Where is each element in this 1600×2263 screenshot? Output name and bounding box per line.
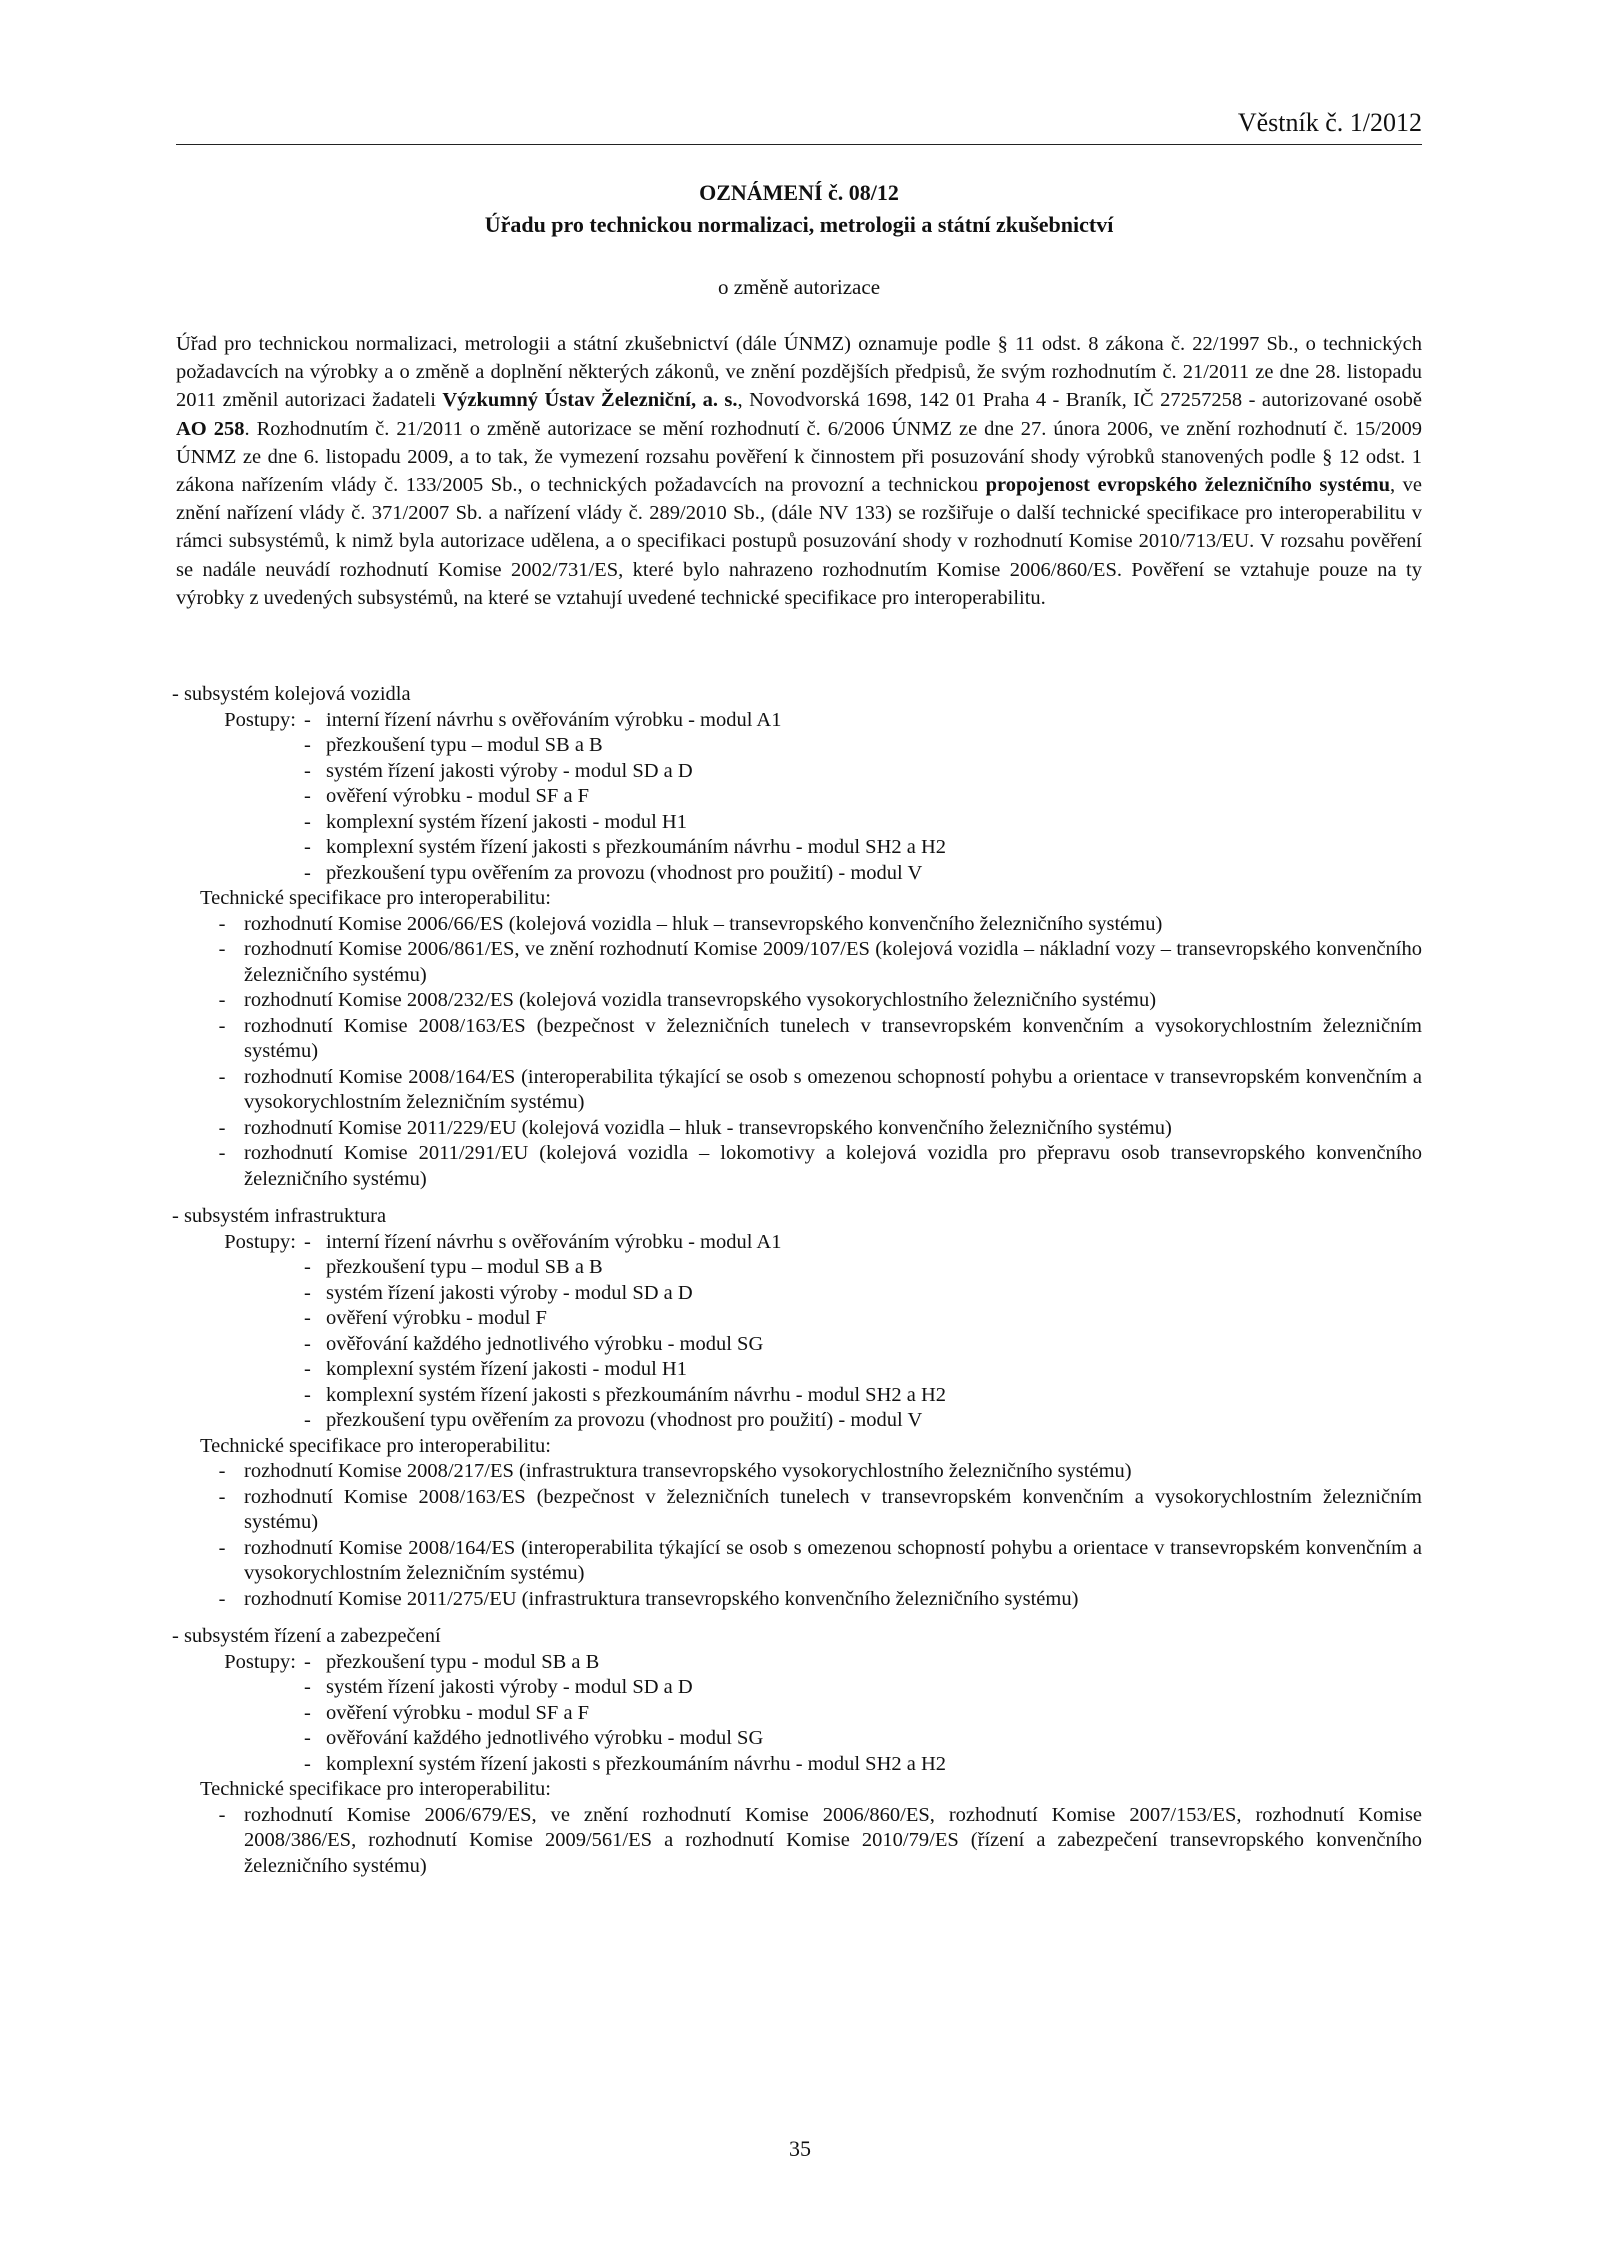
procedure-indent: [170, 1332, 304, 1358]
procedure-item: [170, 1357, 1422, 1383]
procedure-text: komplexní systém řízení jakosti - modul H1: [326, 1358, 687, 1380]
procedure-text: interní řízení návrhu s ověřováním výrobku - modul A1: [326, 708, 782, 731]
procedure-text: přezkoušení typu - modul SB a B: [326, 1650, 600, 1673]
list-dash: -: [304, 759, 311, 782]
spec-text: rozhodnutí Komise 2008/163/ES (bezpečnost v železničních tunelech v transevropském konvenčním a vysokorychlostním železničním systému): [244, 1014, 1422, 1062]
list-dash: -: [218, 1014, 226, 1037]
intro-text-1: Úřad pro technickou normalizaci, metrologii a státní zkušebnictví (dále ÚNMZ) oznamuje podle § 11 odst. 8 zákona č. 22/1997 Sb., o technických požadavcích na výrobky a o změně a doplnění některých zákonů, ve znění pozdějších předpisů, že svým rozhodnutím č. 21/2011 ze dne 28. listopadu 2011 změnil autorizaci žadateli: [176, 333, 1422, 412]
list-dash: -: [304, 1727, 311, 1749]
procedure-item: [170, 733, 1422, 759]
procedure-item: [170, 1281, 1422, 1307]
procedure-indent: [170, 1281, 304, 1307]
list-dash: -: [304, 1383, 311, 1406]
list-dash: -: [304, 1752, 311, 1775]
procedure-item: [170, 1650, 1422, 1676]
procedure-text: ověřování každého jednotlivého výrobku - modul SG: [326, 1332, 764, 1355]
procedure-text: interní řízení návrhu s ověřováním výrobku - modul A1: [326, 1230, 782, 1253]
list-dash: -: [304, 1230, 311, 1253]
list-dash: -: [218, 1116, 226, 1139]
subsystem-title: - subsystém kolejová vozidla: [172, 683, 411, 705]
procedure-text: přezkoušení typu – modul SB a B: [326, 1256, 603, 1278]
spec-list: [170, 1459, 1422, 1612]
notice-title: OZNÁMENÍ č. 08/12: [699, 180, 899, 205]
procedure-text: ověření výrobku - modul SF a F: [326, 1701, 590, 1724]
railway-system-emphasis: propojenost evropského železničního systému: [985, 474, 1391, 497]
spec-item: [170, 1141, 1422, 1192]
list-dash: -: [304, 1256, 311, 1278]
subsystem-title: - subsystém infrastruktura: [172, 1205, 387, 1227]
procedure-indent: [170, 861, 304, 887]
spec-list: [170, 912, 1422, 1193]
spec-text: rozhodnutí Komise 2011/229/EU (kolejová vozidla – hluk - transevropského konvenčního železničního systému): [244, 1116, 1172, 1139]
procedure-item: [170, 861, 1422, 887]
list-dash: -: [304, 1701, 311, 1724]
procedure-indent: [170, 1752, 304, 1778]
spec-list: [170, 1803, 1422, 1880]
subsystem-sections: [170, 682, 1422, 1891]
authorized-body-code: AO 258: [176, 417, 245, 440]
procedure-text: přezkoušení typu ověřením za provozu (vhodnost pro použití) - modul V: [326, 861, 923, 884]
list-dash: -: [304, 1281, 311, 1304]
intro-text-2: , Novodvorská 1698, 142 01 Praha 4 - Braník, IČ 27257258 - autorizované osobě: [737, 389, 1422, 412]
subsystem-title: - subsystém řízení a zabezpečení: [172, 1625, 441, 1647]
list-dash: -: [304, 810, 311, 833]
procedure-indent: [170, 810, 304, 836]
list-dash: -: [304, 1650, 311, 1673]
list-dash: -: [304, 1358, 311, 1380]
procedure-item: [170, 835, 1422, 861]
list-dash: -: [218, 1587, 226, 1610]
spec-text: rozhodnutí Komise 2006/861/ES, ve znění rozhodnutí Komise 2009/107/ES (kolejová vozidla – nákladní vozy – transevropského konvenčního železničního systému): [244, 938, 1422, 986]
list-dash: -: [218, 1536, 226, 1559]
procedure-text: komplexní systém řízení jakosti s přezkoumáním návrhu - modul SH2 a H2: [326, 1383, 947, 1406]
list-dash: -: [218, 1803, 226, 1826]
spec-text: rozhodnutí Komise 2008/164/ES (interoperabilita týkající se osob s omezenou schopností pohybu a orientace v transevropském konvenčním a vysokorychlostním železničním systému): [244, 1065, 1422, 1113]
list-dash: -: [218, 1485, 226, 1508]
issuer-name: Úřadu pro technickou normalizaci, metrologii a státní zkušebnictví: [484, 212, 1114, 237]
procedures-label: Postupy:: [224, 1650, 296, 1673]
list-dash: -: [304, 1307, 311, 1329]
list-dash: -: [304, 836, 311, 858]
procedure-indent: [170, 759, 304, 785]
procedure-item: [170, 1752, 1422, 1778]
procedure-item: [170, 1306, 1422, 1332]
spec-item: [170, 1803, 1422, 1880]
procedure-text: přezkoušení typu ověřením za provozu (vhodnost pro použití) - modul V: [326, 1409, 923, 1431]
spec-item: [170, 912, 1422, 938]
procedure-text: přezkoušení typu – modul SB a B: [326, 734, 603, 756]
procedure-list: [170, 1650, 1422, 1778]
subsystem-section: [170, 1204, 1422, 1612]
procedures-label: Postupy:: [224, 708, 296, 731]
subsystem-section: [170, 682, 1422, 1192]
procedures-label: Postupy:: [224, 1230, 296, 1253]
page-number: 35: [789, 2136, 811, 2161]
spec-text: rozhodnutí Komise 2006/679/ES, ve znění rozhodnutí Komise 2006/860/ES, rozhodnutí Komise 2007/153/ES, rozhodnutí Komise 2008/386/ES, rozhodnutí Komise 2009/561/ES a rozhodnutí Komise 2010/79/ES (řízení a zabezpečení transevropského konvenčního železničního systému): [244, 1803, 1422, 1877]
procedure-item: [170, 1701, 1422, 1727]
spec-item: [170, 1459, 1422, 1485]
spec-item: [170, 1065, 1422, 1116]
procedure-list: [170, 708, 1422, 887]
procedure-indent: [170, 1675, 304, 1701]
page-header: [176, 106, 1422, 145]
list-dash: -: [304, 1409, 311, 1431]
procedure-item: [170, 810, 1422, 836]
procedure-indent: [170, 1726, 304, 1752]
procedure-item: [170, 1383, 1422, 1409]
spec-text: rozhodnutí Komise 2006/66/ES (kolejová vozidla – hluk – transevropského konvenčního železničního systému): [244, 912, 1163, 935]
procedure-indent: [170, 1383, 304, 1409]
spec-text: rozhodnutí Komise 2011/291/EU (kolejová vozidla – lokomotivy a kolejová vozidla pro přepravu osob transevropského konvenčního železničního systému): [244, 1142, 1422, 1190]
spec-item: [170, 1587, 1422, 1613]
procedure-item: [170, 784, 1422, 810]
procedure-text: systém řízení jakosti výroby - modul SD a D: [326, 759, 693, 782]
list-dash: -: [218, 1065, 226, 1088]
intro-paragraph: [176, 330, 1422, 612]
procedure-indent: [170, 1357, 304, 1383]
procedure-item: [170, 759, 1422, 785]
procedure-indent: [170, 1701, 304, 1727]
list-dash: -: [218, 912, 226, 935]
subsystem-section: [170, 1624, 1422, 1879]
list-dash: -: [304, 785, 311, 807]
intro-text-4: , ve znění nařízení vlády č. 371/2007 Sb. a nařízení vlády č. 289/2010 Sb., (dále NV 133) se rozšiřuje o další technické specifikace pro interoperabilitu v rámci subsystémů, k nimž byla autorizace udělena, a o specifikaci postupů posuzování shody v rozhodnutí Komise 2010/713/EU. V rozsahu pověření se nadále neuvádí rozhodnutí Komise 2002/731/ES, které bylo nahrazeno rozhodnutím Komise 2006/860/ES. Pověření se vztahuje pouze na ty výrobky z uvedených subsystémů, na které se vztahují uvedené technické specifikace pro interoperabilitu.: [176, 474, 1422, 609]
list-dash: -: [218, 938, 226, 960]
spec-text: rozhodnutí Komise 2008/232/ES (kolejová vozidla transevropského vysokorychlostního železničního systému): [244, 989, 1157, 1011]
list-dash: -: [304, 1332, 311, 1355]
procedure-indent: [170, 1306, 304, 1332]
procedure-list: [170, 1230, 1422, 1434]
list-dash: -: [304, 861, 311, 884]
spec-heading: Technické specifikace pro interoperabilitu:: [200, 887, 551, 909]
procedure-indent: [170, 1408, 304, 1434]
spec-item: [170, 988, 1422, 1014]
spec-item: [170, 1116, 1422, 1142]
procedure-text: komplexní systém řízení jakosti - modul H1: [326, 810, 687, 833]
list-dash: -: [304, 734, 311, 756]
spec-text: rozhodnutí Komise 2011/275/EU (infrastruktura transevropského konvenčního železničního systému): [244, 1587, 1079, 1610]
procedure-text: ověření výrobku - modul SF a F: [326, 785, 590, 807]
procedure-indent: [170, 835, 304, 861]
list-dash: -: [304, 1676, 311, 1698]
spec-item: [170, 1536, 1422, 1587]
procedure-text: systém řízení jakosti výroby - modul SD a D: [326, 1676, 693, 1698]
procedure-item: [170, 1332, 1422, 1358]
procedure-item: [170, 1230, 1422, 1256]
procedure-item: [170, 1726, 1422, 1752]
procedure-item: [170, 708, 1422, 734]
spec-text: rozhodnutí Komise 2008/164/ES (interoperabilita týkající se osob s omezenou schopností pohybu a orientace v transevropském konvenčním a vysokorychlostním železničním systému): [244, 1536, 1422, 1584]
spec-heading: Technické specifikace pro interoperabilitu:: [200, 1434, 551, 1457]
procedure-text: systém řízení jakosti výroby - modul SD a D: [326, 1281, 693, 1304]
spec-text: rozhodnutí Komise 2008/217/ES (infrastruktura transevropského vysokorychlostního železničního systému): [244, 1460, 1132, 1482]
procedure-indent: [170, 1255, 304, 1281]
spec-heading: Technické specifikace pro interoperabilitu:: [200, 1778, 551, 1800]
procedure-text: ověřování každého jednotlivého výrobku - modul SG: [326, 1727, 764, 1749]
intro-text-3: . Rozhodnutím č. 21/2011 o změně autorizace se mění rozhodnutí č. 6/2006 ÚNMZ ze dne 27. února 2006, ve znění rozhodnutí č. 15/2009 ÚNMZ ze dne 6. listopadu 2009, a to tak, že vymezení rozsahu pověření k činnostem při posuzování shody výrobků stanovených podle § 12 odst. 1 zákona nařízením vlády č. 133/2005 Sb., o technických požadavcích na provozní a technickou: [176, 417, 1422, 497]
list-dash: -: [218, 989, 226, 1011]
procedure-item: [170, 1408, 1422, 1434]
procedure-indent: [170, 784, 304, 810]
applicant-name: Výzkumný Ústav Železniční, a. s.: [442, 389, 738, 412]
notice-subject: o změně autorizace: [717, 275, 881, 299]
procedure-text: komplexní systém řízení jakosti s přezkoumáním návrhu - modul SH2 a H2: [326, 836, 947, 858]
list-dash: -: [218, 1460, 226, 1482]
journal-issue: Věstník č. 1/2012: [1237, 108, 1422, 137]
spec-item: [170, 937, 1422, 988]
list-dash: -: [304, 708, 311, 731]
spec-text: rozhodnutí Komise 2008/163/ES (bezpečnost v železničních tunelech v transevropském konvenčním a vysokorychlostním železničním systému): [244, 1485, 1422, 1533]
procedure-item: [170, 1675, 1422, 1701]
procedure-item: [170, 1255, 1422, 1281]
procedure-text: komplexní systém řízení jakosti s přezkoumáním návrhu - modul SH2 a H2: [326, 1752, 947, 1775]
list-dash: -: [218, 1142, 226, 1164]
spec-item: [170, 1014, 1422, 1065]
spec-item: [170, 1485, 1422, 1536]
procedure-indent: [170, 733, 304, 759]
procedure-text: ověření výrobku - modul F: [326, 1307, 547, 1329]
